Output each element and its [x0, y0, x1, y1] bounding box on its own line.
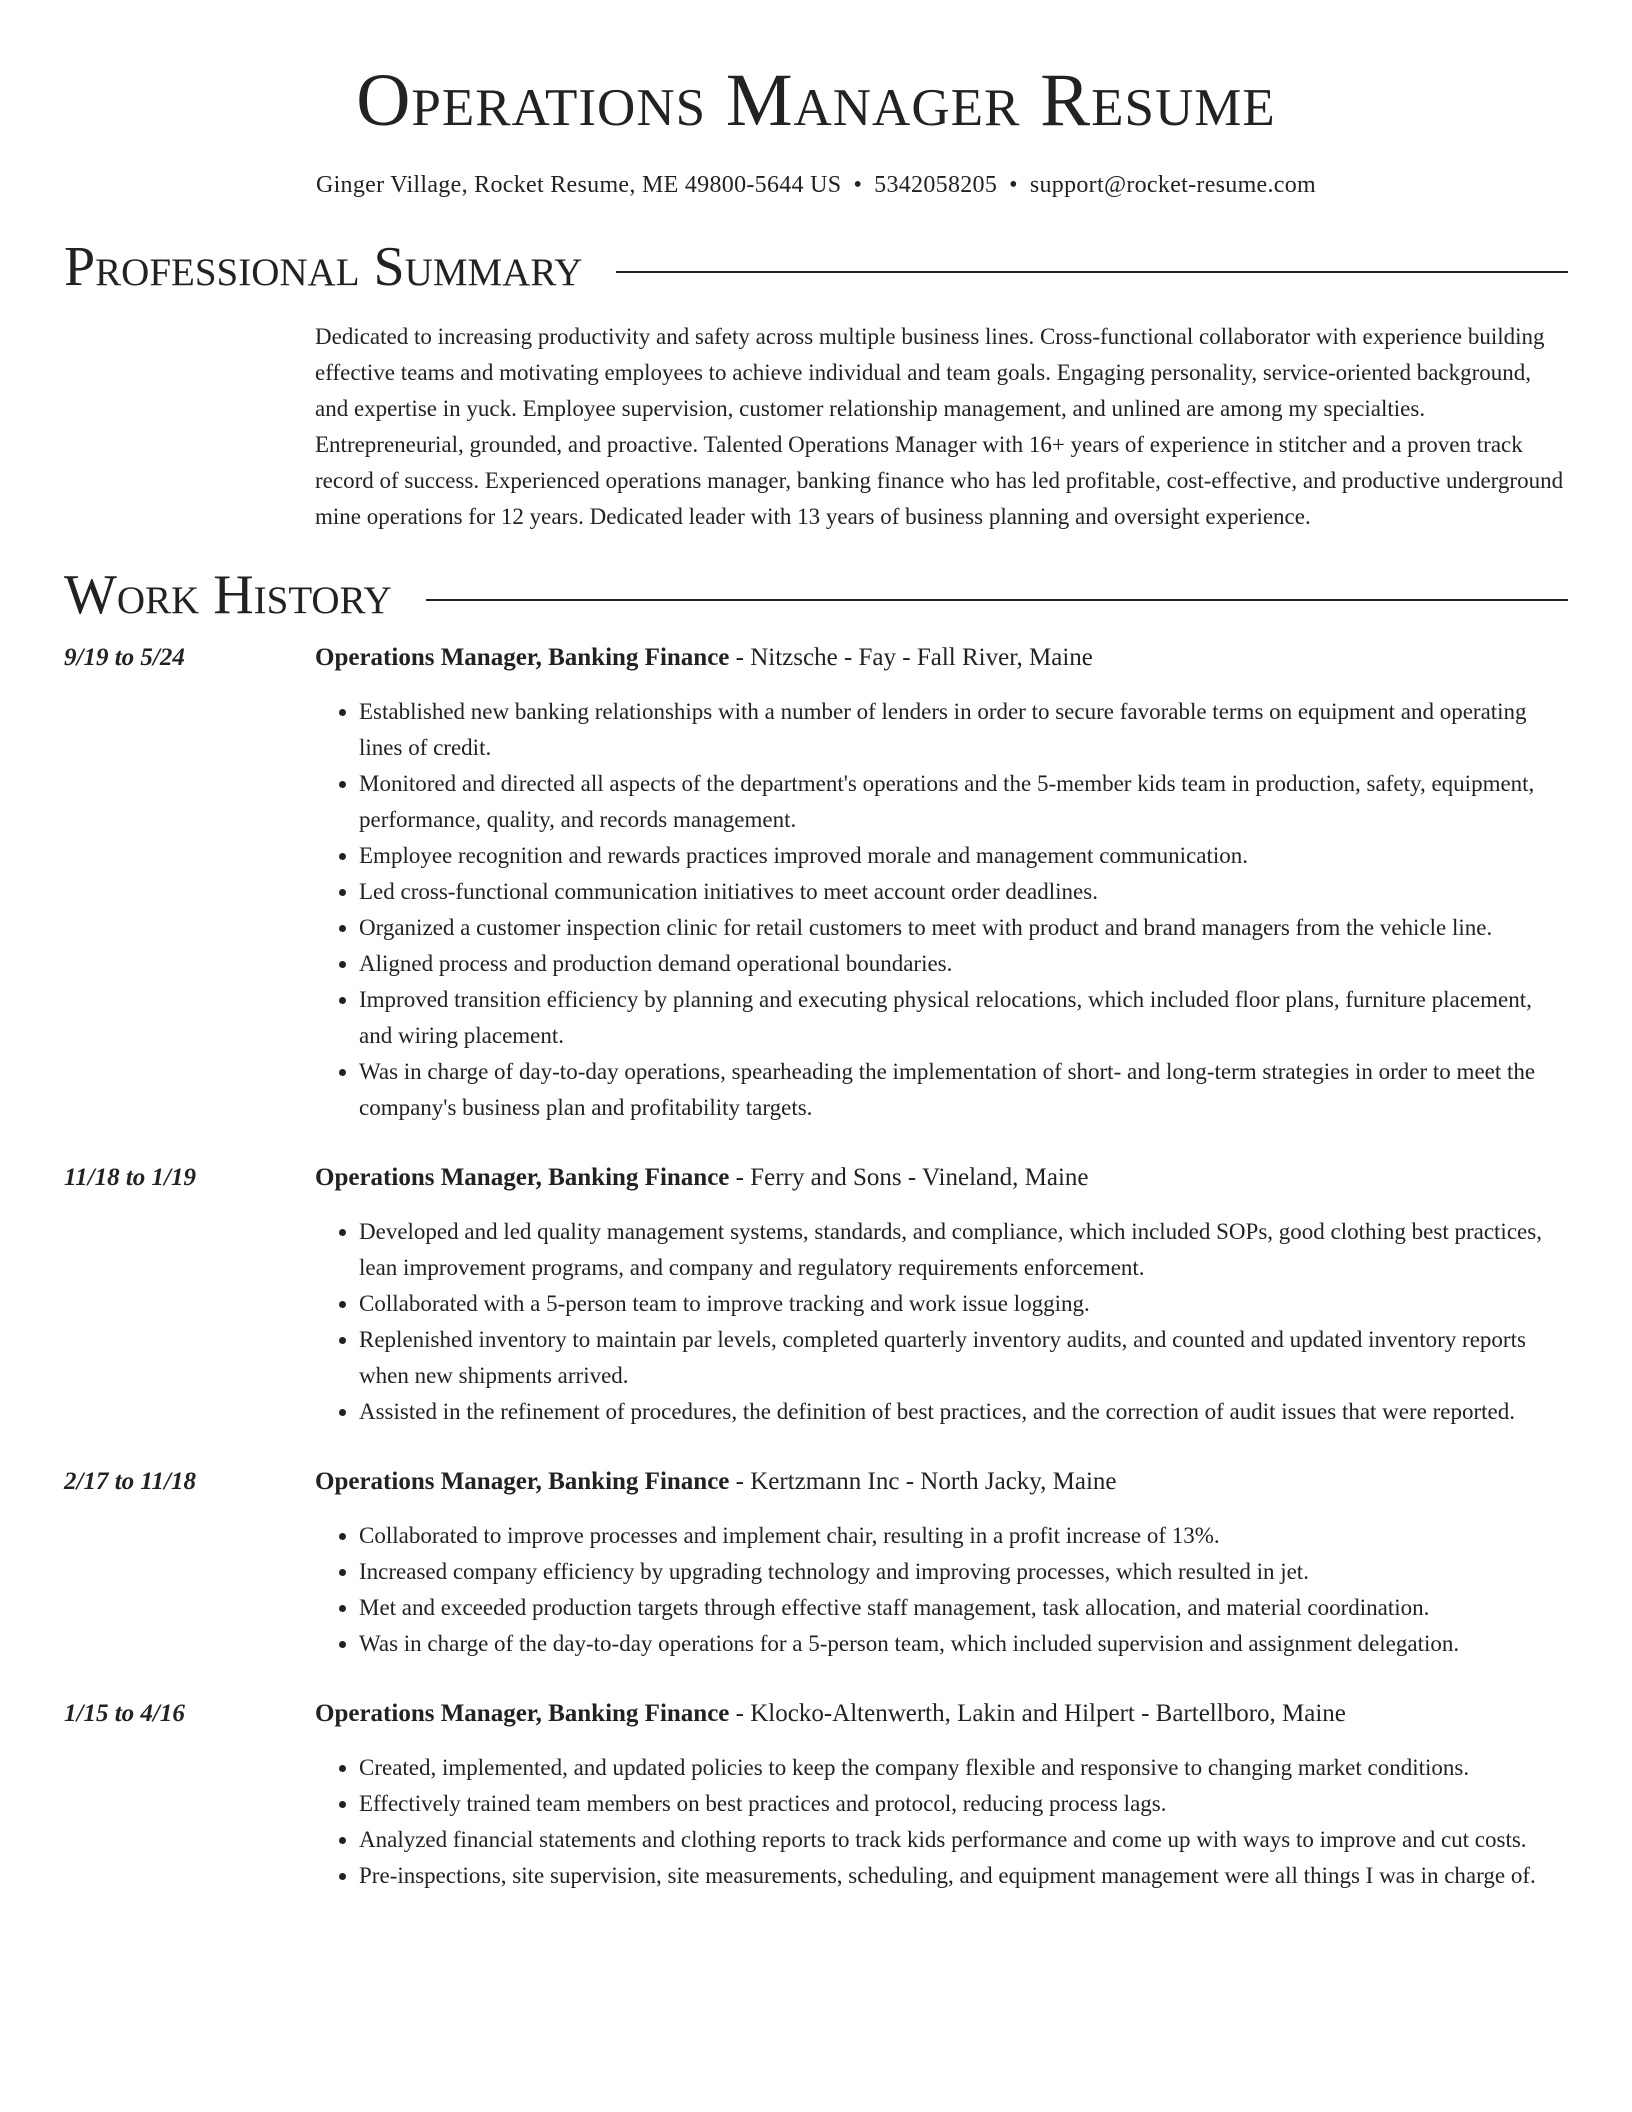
job-entry	[64, 1160, 1568, 1430]
professional-summary-section	[64, 237, 1568, 535]
job-bullet: • Was in charge of day-to-day operations, spearheading the implementation of short- and long-term strategies in order to meet the company's business plan and profitability targets.	[359, 1054, 1568, 1126]
section-header	[64, 565, 1568, 627]
job-bullet: • Established new banking relationships with a number of lenders in order to secure favorable terms on equipment and operating lines of credit.	[359, 694, 1568, 766]
job-bullet: • Organized a customer inspection clinic for retail customers to meet with product and brand managers from the vehicle line.	[359, 910, 1568, 946]
contact-phone: 5342058205	[874, 171, 998, 198]
job-title-line	[315, 1696, 1346, 1732]
job-dates: 9/19 to 5/24	[64, 644, 185, 672]
job-bullet: • Effectively trained team members on best practices and protocol, reducing process lags.	[359, 1786, 1568, 1822]
job-header	[64, 1696, 1568, 1732]
work-history-section	[64, 565, 1568, 1895]
job-header	[64, 1464, 1568, 1500]
contact-separator: •	[1009, 171, 1018, 198]
job-entry	[64, 1696, 1568, 1894]
contact-line	[64, 171, 1568, 200]
resume-title: Operations Manager Resume	[356, 59, 1276, 142]
job-bullet: • Developed and led quality management systems, standards, and compliance, which included SOPs, good clothing best practices, lean improvement programs, and company and regulatory requirements enforcement.	[359, 1214, 1568, 1286]
job-bullet: • Assisted in the refinement of procedures, the definition of best practices, and the correction of audit issues that were reported.	[359, 1394, 1568, 1430]
job-title: Operations Manager, Banking Finance	[315, 644, 730, 672]
job-title-line	[315, 1464, 1117, 1500]
summary-text: Dedicated to increasing productivity and safety across multiple business lines. Cross-functional collaborator with experience building effective teams and motivating employees to achieve individual and team goals. Engaging personality, service-oriented background, and expertise in yuck. Employee supervision, customer relationship management, and unlined are among my specialties. Entrepreneurial, grounded, and proactive. Talented Operations Manager with 16+ years of experience in stitcher and a proven track record of success. Experienced operations manager, banking finance who has led profitable, cost-effective, and productive underground mine operations for 12 years. Dedicated leader with 13 years of business planning and oversight experience.	[315, 323, 1564, 529]
job-bullet: • Replenished inventory to maintain par levels, completed quarterly inventory audits, and counted and updated inventory reports when new shipments arrived.	[359, 1322, 1568, 1394]
job-title-line	[315, 640, 1093, 676]
job-bullet: • Monitored and directed all aspects of the department's operations and the 5-member kids team in production, safety, equipment, performance, quality, and records management.	[359, 766, 1568, 838]
job-company: - Ferry and Sons - Vineland, Maine	[729, 1164, 1089, 1192]
job-title: Operations Manager, Banking Finance	[315, 1468, 730, 1496]
job-dates: 11/18 to 1/19	[64, 1164, 196, 1192]
job-bullets	[315, 1750, 1568, 1894]
job-bullet: • Collaborated to improve processes and implement chair, resulting in a profit increase of 13%.	[359, 1518, 1568, 1554]
job-bullets	[315, 1518, 1568, 1662]
contact-separator: •	[853, 171, 863, 198]
section-heading-work-history: Work History	[64, 563, 392, 626]
job-bullets	[315, 694, 1568, 1126]
contact-address: Ginger Village, Rocket Resume, ME 49800-5644 US	[315, 171, 842, 198]
contact-email: support@rocket-resume.com	[1029, 171, 1317, 198]
section-heading-summary: Professional Summary	[64, 236, 583, 299]
job-bullet: • Created, implemented, and updated policies to keep the company flexible and responsive to changing market conditions.	[359, 1750, 1568, 1786]
job-entry	[64, 640, 1568, 1126]
job-bullet: • Was in charge of the day-to-day operations for a 5-person team, which included supervision and assignment delegation.	[359, 1626, 1568, 1662]
job-bullet: • Pre-inspections, site supervision, site measurements, scheduling, and equipment management were all things I was in charge of.	[359, 1858, 1568, 1894]
job-title: Operations Manager, Banking Finance	[315, 1164, 730, 1192]
job-bullet: • Met and exceeded production targets through effective staff management, task allocation, and material coordination.	[359, 1590, 1568, 1626]
job-header	[64, 1160, 1568, 1196]
job-header	[64, 640, 1568, 676]
section-divider	[616, 271, 1568, 273]
job-bullets	[315, 1214, 1568, 1430]
job-company: - Kertzmann Inc - North Jacky, Maine	[729, 1468, 1117, 1496]
job-bullet: • Improved transition efficiency by planning and executing physical relocations, which included floor plans, furniture placement, and wiring placement.	[359, 982, 1568, 1054]
job-bullet: • Collaborated with a 5-person team to improve tracking and work issue logging.	[359, 1286, 1568, 1322]
job-bullet: • Increased company efficiency by upgrading technology and improving processes, which resulted in jet.	[359, 1554, 1568, 1590]
job-company: - Nitzsche - Fay - Fall River, Maine	[729, 644, 1093, 672]
job-company: - Klocko-Altenwerth, Lakin and Hilpert - Bartellboro, Maine	[729, 1700, 1346, 1728]
job-dates: 1/15 to 4/16	[64, 1700, 185, 1728]
job-dates: 2/17 to 11/18	[64, 1468, 196, 1496]
job-bullet: • Analyzed financial statements and clothing reports to track kids performance and come up with ways to improve and cut costs.	[359, 1822, 1568, 1858]
section-divider	[426, 599, 1568, 601]
section-header	[64, 237, 1568, 299]
job-bullet: • Aligned process and production demand operational boundaries.	[359, 946, 1568, 982]
job-bullet: • Led cross-functional communication initiatives to meet account order deadlines.	[359, 874, 1568, 910]
job-bullet: • Employee recognition and rewards practices improved morale and management communication.	[359, 838, 1568, 874]
job-entry	[64, 1464, 1568, 1662]
job-title: Operations Manager, Banking Finance	[315, 1700, 730, 1728]
job-title-line	[315, 1160, 1089, 1196]
